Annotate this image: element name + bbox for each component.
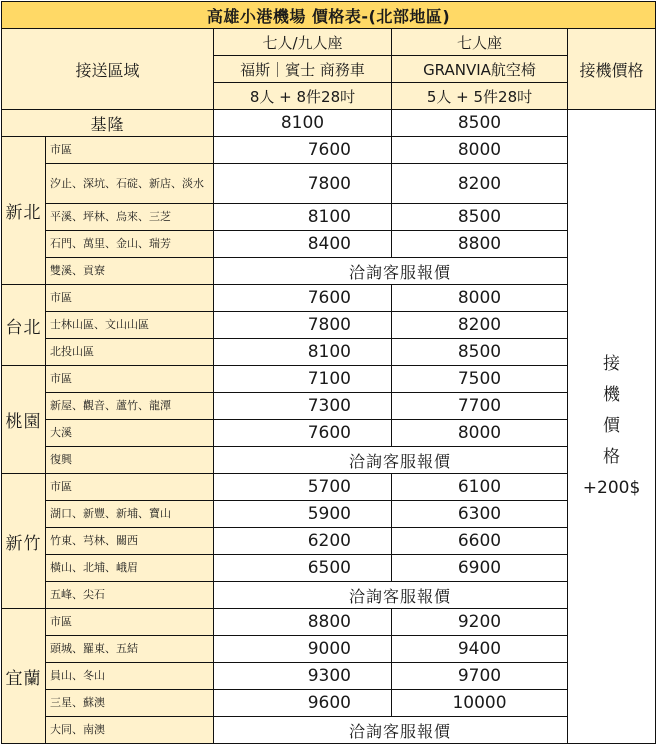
price-a: 6500 <box>214 555 392 582</box>
sub-area-label: 五峰、尖石 <box>46 582 214 609</box>
table-row-keelung <box>2 110 656 137</box>
table-row <box>2 636 656 663</box>
sub-area-label: 橫山、北埔、峨眉 <box>46 555 214 582</box>
price-table <box>1 1 656 744</box>
price-a: 8100 <box>214 110 392 137</box>
city-taipei: 台北 <box>2 285 46 366</box>
table-row <box>2 393 656 420</box>
table-row <box>2 501 656 528</box>
sub-area-label: 汐止、深坑、石碇、新店、淡水 <box>46 164 214 204</box>
vehicle-b-capacity: 5人 + 5件28吋 <box>392 83 568 110</box>
table-row <box>2 366 656 393</box>
price-b: 8500 <box>392 339 568 366</box>
price-a: 9000 <box>214 636 392 663</box>
sub-area-label: 平溪、坪林、烏來、三芝 <box>46 204 214 231</box>
table-row <box>2 582 656 609</box>
pickup-char: 價 <box>603 416 621 436</box>
table-row <box>2 717 656 744</box>
price-b: 7500 <box>392 366 568 393</box>
table-row <box>2 339 656 366</box>
price-a: 7600 <box>214 420 392 447</box>
sub-area-label: 大溪 <box>46 420 214 447</box>
price-b: 8200 <box>392 164 568 204</box>
table-row <box>2 447 656 474</box>
inquiry-note: 洽詢客服報價 <box>214 717 568 744</box>
table-row <box>2 609 656 636</box>
sub-area-label: 三星、蘇澳 <box>46 690 214 717</box>
price-b: 6300 <box>392 501 568 528</box>
city-hsinchu: 新竹 <box>2 474 46 609</box>
price-b: 8000 <box>392 285 568 312</box>
table-row <box>2 528 656 555</box>
price-b: 8000 <box>392 420 568 447</box>
pickup-char: 接 <box>603 354 621 374</box>
table-row <box>2 420 656 447</box>
price-b: 6100 <box>392 474 568 501</box>
price-a: 7300 <box>214 393 392 420</box>
sub-area-label: 士林山區、文山山區 <box>46 312 214 339</box>
vehicle-b-seats: 七人座 <box>392 29 568 56</box>
page-title: 高雄小港機場 價格表-(北部地區) <box>2 2 656 29</box>
table-row <box>2 231 656 258</box>
price-a: 9300 <box>214 663 392 690</box>
sub-area-label: 新屋、觀音、蘆竹、龍潭 <box>46 393 214 420</box>
table-row <box>2 312 656 339</box>
pickup-surcharge <box>568 110 656 744</box>
table-row <box>2 285 656 312</box>
vehicle-a-seats: 七人/九人座 <box>214 29 392 56</box>
price-a: 6200 <box>214 528 392 555</box>
sub-area-label: 復興 <box>46 447 214 474</box>
city-yilan: 宜蘭 <box>2 609 46 744</box>
vehicle-b-model: GRANVIA航空椅 <box>392 56 568 83</box>
price-a: 7800 <box>214 312 392 339</box>
table-row <box>2 258 656 285</box>
price-b: 8000 <box>392 137 568 164</box>
inquiry-note: 洽詢客服報價 <box>214 447 568 474</box>
sub-area-label: 竹東、芎林、關西 <box>46 528 214 555</box>
sub-area-label: 北投山區 <box>46 339 214 366</box>
price-b: 8500 <box>392 204 568 231</box>
price-a: 7800 <box>214 164 392 204</box>
pickup-char: 格 <box>603 447 621 467</box>
sub-area-label: 頭城、羅東、五結 <box>46 636 214 663</box>
price-b: 8200 <box>392 312 568 339</box>
table-row <box>2 204 656 231</box>
table-row <box>2 555 656 582</box>
price-a: 5900 <box>214 501 392 528</box>
sub-area-label: 市區 <box>46 285 214 312</box>
inquiry-note: 洽詢客服報價 <box>214 258 568 285</box>
sub-area-label: 員山、冬山 <box>46 663 214 690</box>
price-b: 9400 <box>392 636 568 663</box>
vehicle-a-model: 福斯｜賓士 商務車 <box>214 56 392 83</box>
table-row <box>2 474 656 501</box>
price-a: 8100 <box>214 204 392 231</box>
city-keelung: 基隆 <box>2 110 214 137</box>
pickup-amount: +200$ <box>582 478 641 498</box>
price-a: 8400 <box>214 231 392 258</box>
price-b: 6900 <box>392 555 568 582</box>
pickup-char: 機 <box>603 385 621 405</box>
price-a: 8800 <box>214 609 392 636</box>
price-a: 7100 <box>214 366 392 393</box>
table-row <box>2 137 656 164</box>
price-b: 8800 <box>392 231 568 258</box>
vehicle-a-capacity: 8人 + 8件28吋 <box>214 83 392 110</box>
price-a: 7600 <box>214 137 392 164</box>
price-a: 9600 <box>214 690 392 717</box>
price-b: 7700 <box>392 393 568 420</box>
sub-area-label: 市區 <box>46 366 214 393</box>
sub-area-label: 市區 <box>46 137 214 164</box>
price-b: 9200 <box>392 609 568 636</box>
price-a: 5700 <box>214 474 392 501</box>
sub-area-label: 雙溪、貢寮 <box>46 258 214 285</box>
price-b: 10000 <box>392 690 568 717</box>
price-b: 8500 <box>392 110 568 137</box>
pickup-price-header: 接機價格 <box>568 29 656 110</box>
sub-area-label: 湖口、新豐、新埔、寶山 <box>46 501 214 528</box>
table-row <box>2 164 656 204</box>
sub-area-label: 大同、南澳 <box>46 717 214 744</box>
price-a: 8100 <box>214 339 392 366</box>
price-b: 6600 <box>392 528 568 555</box>
price-b: 9700 <box>392 663 568 690</box>
price-a: 7600 <box>214 285 392 312</box>
table-row <box>2 663 656 690</box>
inquiry-note: 洽詢客服報價 <box>214 582 568 609</box>
sub-area-label: 市區 <box>46 609 214 636</box>
sub-area-label: 石門、萬里、金山、瑞芳 <box>46 231 214 258</box>
city-new-taipei: 新北 <box>2 137 46 285</box>
table-row <box>2 690 656 717</box>
city-taoyuan: 桃園 <box>2 366 46 474</box>
area-column-header: 接送區域 <box>2 29 214 110</box>
sub-area-label: 市區 <box>46 474 214 501</box>
